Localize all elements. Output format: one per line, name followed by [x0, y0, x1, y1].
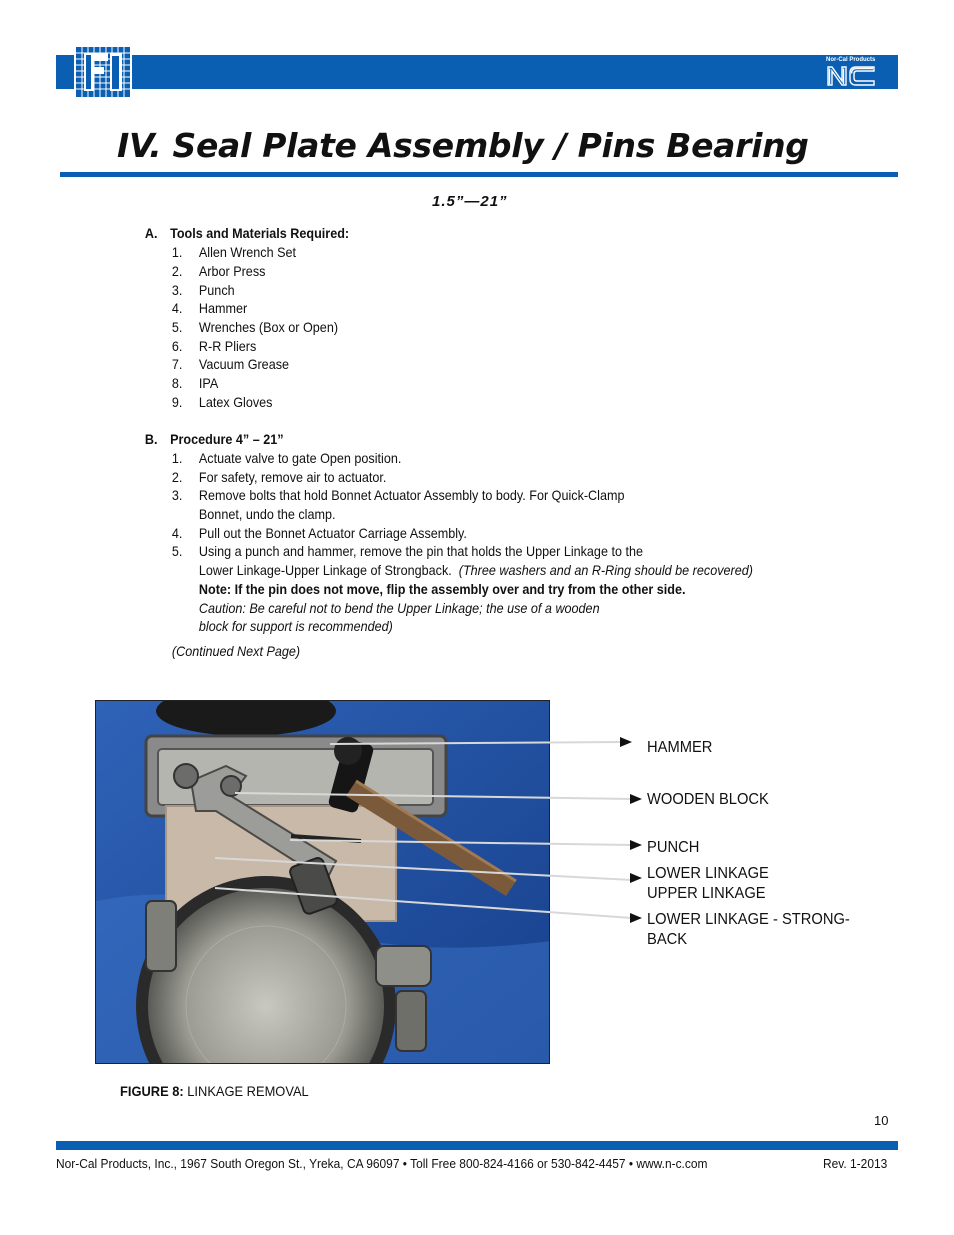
- figure-caption: FIGURE 8: LINKAGE REMOVAL: [120, 1083, 309, 1099]
- footer-bar: [56, 1141, 898, 1150]
- brand-small-text: Nor-Cal Products: [826, 57, 876, 63]
- footer-revision: Rev. 1-2013: [823, 1156, 888, 1171]
- section-a-heading: A. Tools and Materials Required:: [144, 225, 350, 241]
- label-punch: PUNCH: [647, 839, 700, 856]
- arrow-icon: [630, 873, 642, 883]
- size-range-subtitle: 1.5”—21”: [432, 193, 508, 210]
- footer-address: Nor-Cal Products, Inc., 1967 South Oregon St., Yreka, CA 96097 • Toll Free 800-824-4166 or 530-842-4457 • www.n-c.com: [56, 1156, 708, 1171]
- label-strongback-line1: LOWER LINKAGE - STRONG-: [647, 911, 850, 928]
- continued-note: (Continued Next Page): [171, 643, 301, 659]
- page-number: 10: [874, 1113, 889, 1128]
- label-wooden-block: WOODEN BLOCK: [647, 791, 769, 808]
- label-strongback-line2: BACK: [647, 931, 688, 948]
- section-b-heading: B. Procedure 4” – 21”: [144, 431, 284, 447]
- page-title: IV. Seal Plate Assembly / Pins Bearing: [117, 126, 809, 165]
- label-hammer: HAMMER: [647, 739, 713, 756]
- arrow-icon: [620, 737, 632, 747]
- label-upper-linkage: UPPER LINKAGE: [647, 885, 766, 902]
- arrow-icon: [630, 913, 642, 923]
- arrow-icon: [630, 794, 642, 804]
- label-lower-linkage: LOWER LINKAGE: [647, 865, 769, 882]
- arrow-icon: [630, 840, 642, 850]
